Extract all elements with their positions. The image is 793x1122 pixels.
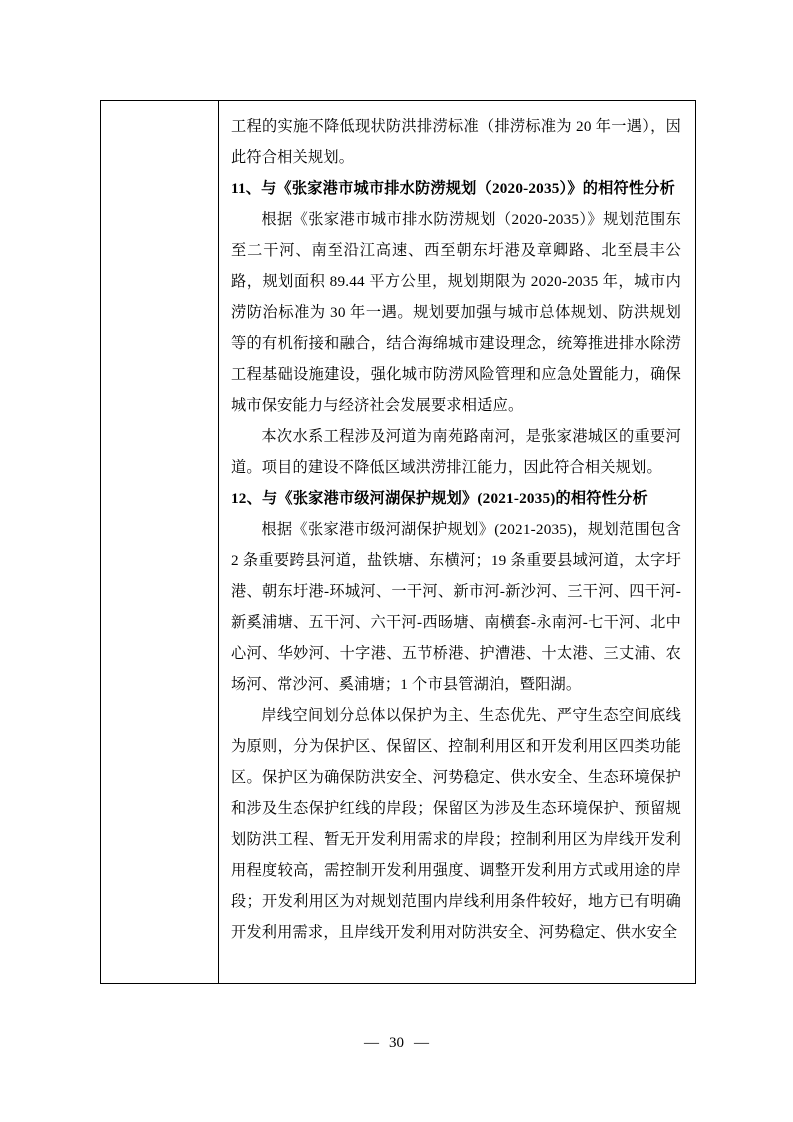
paragraph-continuation: 工程的实施不降低现状防洪排涝标准（排涝标准为 20 年一遇），因此符合相关规划。 — [231, 118, 681, 166]
paragraph-project-conformity: 本次水系工程涉及河道为南苑路南河，是张家港城区的重要河道。项目的建设不降低区域洪涝排江能力，因此符合相关规划。 — [231, 428, 681, 476]
paragraph-plan-scope: 根据《张家港市城市排水防涝规划（2020-2035）》规划范围东至二干河、南至沿江高速、西至朝东圩港及章卿路、北至晨丰公路，规划面积 89.44 平方公里，规划期限为 2020-2035 年，城市内涝防治标准为 30 年一遇。规划要加强与城市总体规划、防洪规划等的有机衔接和融合，结合海绵城市建设理念，统筹推进排水除涝工程基础设施建设，强化城市防涝风险管理和应急处置能力，确保城市保安能力与经济社会发展要求相适应。 — [231, 211, 681, 414]
paragraph-river-lake-scope: 根据《张家港市级河湖保护规划》(2021-2035)，规划范围包含 2 条重要跨县河道，盐铁塘、东横河；19 条重要县域河道，太字圩港、朝东圩港-环城河、一干河、新市河-新沙河、三干河、四干河-新奚浦塘、五干河、六干河-西旸塘、南横套-永南河-七干河、北中心河、华妙河、十字港、五节桥港、护漕港、十太港、三丈浦、农场河、常沙河、奚浦塘；1 个市县管湖泊，暨阳湖。 — [231, 521, 681, 693]
page-number-value: 30 — [389, 1035, 404, 1051]
content-table — [100, 100, 696, 984]
footer-dash-left: — — [364, 1035, 379, 1051]
footer-dash-right: — — [414, 1035, 429, 1051]
table-left-column — [101, 101, 219, 983]
page-footer — [0, 1035, 793, 1052]
paragraph-shoreline-zoning: 岸线空间划分总体以保护为主、生态优先、严守生态空间底线为原则，分为保护区、保留区、控制利用区和开发利用区四类功能区。保护区为确保防洪安全、河势稳定、供水安全、生态环境保护和涉及生态保护红线的岸段；保留区为涉及生态环境保护、预留规划防洪工程、暂无开发利用需求的岸段；控制利用区为岸线开发利用程度较高，需控制开发利用强度、调整开发利用方式或用途的岸段；开发利用区为对规划范围内岸线利用条件较好，地方已有明确开发利用需求，且岸线开发利用对防洪安全、河势稳定、供水安全 — [231, 707, 681, 941]
section-heading-11: 11、与《张家港市城市排水防涝规划（2020-2035）》的相符性分析 — [231, 180, 676, 197]
table-main-column — [219, 101, 695, 983]
section-heading-12: 12、与《张家港市级河湖保护规划》(2021-2035)的相符性分析 — [231, 490, 648, 507]
